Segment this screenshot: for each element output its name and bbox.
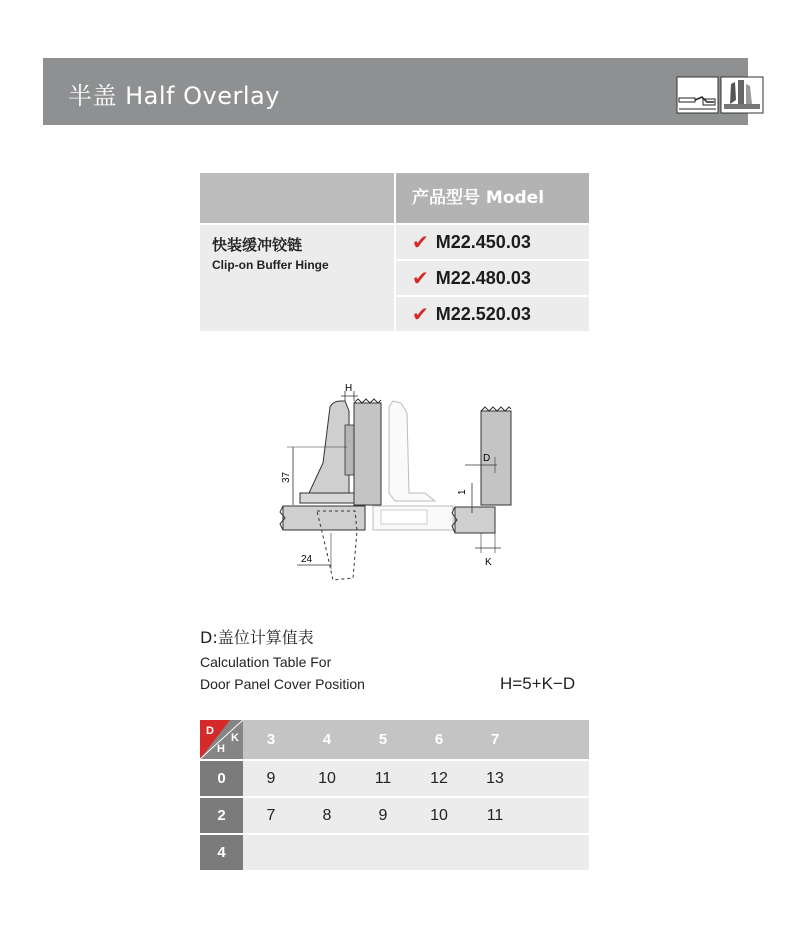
k-value: 5 bbox=[378, 731, 388, 748]
page-title: 半盖 Half Overlay bbox=[68, 82, 280, 110]
d-value: 13 bbox=[486, 770, 504, 787]
table-row bbox=[200, 761, 589, 796]
model-row bbox=[396, 297, 589, 331]
model-column-label: 产品型号 Model bbox=[396, 173, 589, 223]
dim-label-k: K bbox=[485, 557, 492, 568]
corner-label-k: K bbox=[231, 732, 239, 744]
model-number: M22.520.03 bbox=[435, 303, 531, 324]
d-value: 9 bbox=[266, 770, 276, 787]
model-number: M22.450.03 bbox=[435, 231, 531, 252]
model-table-body bbox=[200, 225, 589, 331]
calc-title-en-line2: Door Panel Cover Position bbox=[200, 676, 365, 692]
hinge-technical-drawing bbox=[275, 383, 525, 593]
product-name-en: Clip-on Buffer Hinge bbox=[212, 258, 329, 272]
dim-label-37: 37 bbox=[281, 471, 292, 483]
k-values-header bbox=[243, 720, 589, 759]
check-icon: ✔ bbox=[412, 230, 429, 254]
d-value: 10 bbox=[430, 807, 448, 824]
dim-label-1: 1 bbox=[457, 489, 468, 495]
model-list bbox=[396, 225, 589, 331]
k-value: 4 bbox=[322, 731, 332, 748]
header-blank-cell bbox=[200, 173, 394, 223]
k-value: 3 bbox=[266, 731, 276, 748]
model-row bbox=[396, 261, 589, 295]
d-value: 10 bbox=[318, 770, 336, 787]
model-table bbox=[200, 173, 589, 331]
d-values bbox=[243, 798, 589, 833]
header-icons bbox=[676, 76, 764, 119]
d-value: 8 bbox=[322, 807, 332, 824]
d-table-corner bbox=[200, 720, 243, 759]
dim-label-d: D bbox=[483, 453, 491, 464]
check-icon: ✔ bbox=[412, 266, 429, 290]
hinge-cross-section-icon bbox=[721, 77, 763, 113]
formula: H=5+K−D bbox=[500, 674, 576, 693]
half-overlay-mount-icon bbox=[677, 77, 718, 113]
d-values bbox=[243, 835, 589, 870]
h-value: 2 bbox=[200, 798, 243, 833]
d-table-header-row bbox=[200, 720, 589, 759]
d-value-table bbox=[200, 720, 589, 872]
dim-label-h: H bbox=[345, 383, 353, 394]
model-table-header bbox=[200, 173, 589, 223]
table-row bbox=[200, 835, 589, 870]
d-values bbox=[243, 761, 589, 796]
table-row bbox=[200, 798, 589, 833]
model-row bbox=[396, 225, 589, 259]
check-icon: ✔ bbox=[412, 302, 429, 326]
h-value: 0 bbox=[200, 761, 243, 796]
calc-title-en-line1: Calculation Table For bbox=[200, 654, 332, 670]
d-value: 7 bbox=[266, 807, 276, 824]
d-value: 11 bbox=[374, 770, 392, 787]
corner-label-d: D bbox=[206, 725, 214, 737]
k-value: 6 bbox=[434, 731, 444, 748]
h-value: 4 bbox=[200, 835, 243, 870]
d-value: 12 bbox=[430, 770, 448, 787]
d-value: 11 bbox=[486, 807, 504, 824]
d-value: 9 bbox=[378, 807, 388, 824]
dim-label-24: 24 bbox=[301, 554, 313, 565]
corner-label-h: H bbox=[217, 743, 225, 755]
calc-title-cn: D:盖位计算值表 bbox=[200, 628, 314, 647]
product-name-cn: 快装缓冲铰链 bbox=[212, 236, 303, 254]
product-name-cell bbox=[200, 225, 394, 331]
k-value: 7 bbox=[490, 731, 500, 748]
header-bar bbox=[43, 58, 748, 125]
model-number: M22.480.03 bbox=[435, 267, 531, 288]
